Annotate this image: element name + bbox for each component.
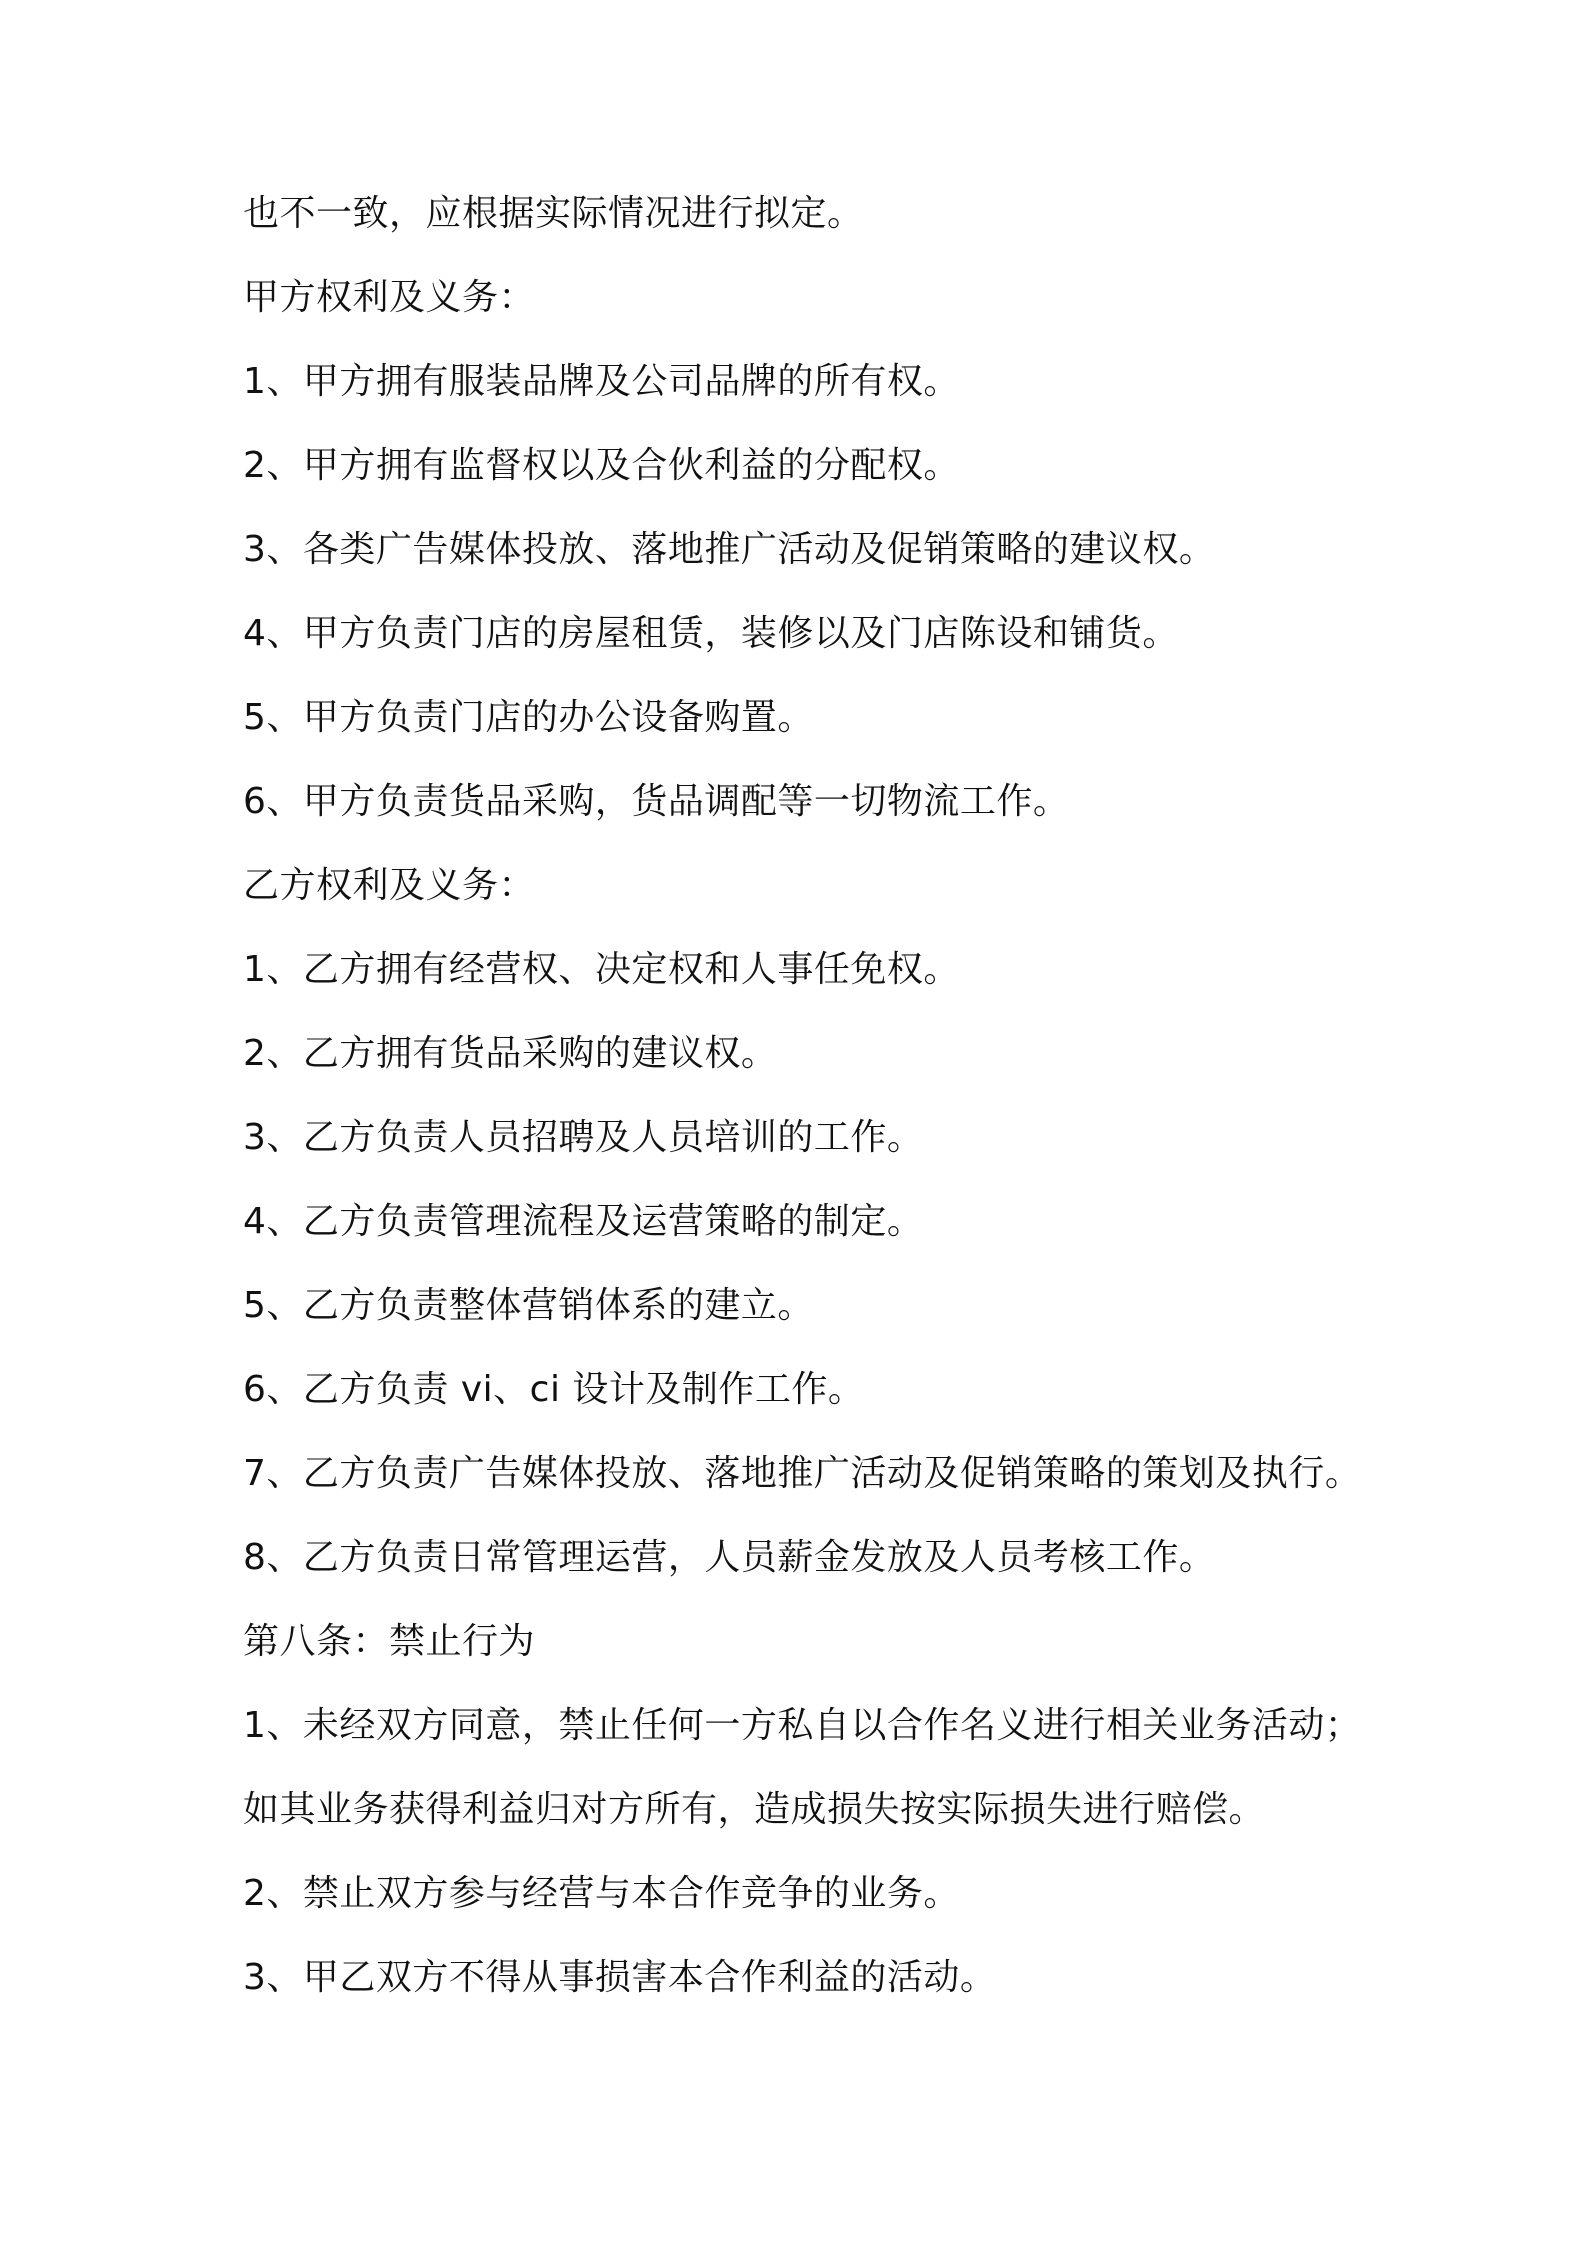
prohibition-item-3: 3、甲乙双方不得从事损害本合作利益的活动。 bbox=[243, 1957, 997, 1998]
party-a-item-6: 6、甲方负责货品采购，货品调配等一切物流工作。 bbox=[243, 781, 1070, 822]
prohibition-item-1-continued: 如其业务获得利益归对方所有，造成损失按实际损失进行赔偿。 bbox=[243, 1789, 1266, 1830]
party-b-item-6: 6、乙方负责 vi、ci 设计及制作工作。 bbox=[243, 1369, 865, 1410]
party-a-item-1: 1、甲方拥有服装品牌及公司品牌的所有权。 bbox=[243, 361, 960, 402]
party-b-item-8: 8、乙方负责日常管理运营，人员薪金发放及人员考核工作。 bbox=[243, 1537, 1216, 1578]
party-b-item-5: 5、乙方负责整体营销体系的建立。 bbox=[243, 1285, 814, 1326]
prohibition-item-1: 1、未经双方同意，禁止任何一方私自以合作名义进行相关业务活动； bbox=[243, 1705, 1362, 1746]
heading-party-b-rights: 乙方权利及义务： bbox=[243, 865, 536, 906]
party-a-item-4: 4、甲方负责门店的房屋租赁，装修以及门店陈设和铺货。 bbox=[243, 613, 1179, 654]
party-b-item-4: 4、乙方负责管理流程及运营策略的制定。 bbox=[243, 1201, 924, 1242]
party-a-item-2: 2、甲方拥有监督权以及合伙利益的分配权。 bbox=[243, 445, 960, 486]
party-b-item-2: 2、乙方拥有货品采购的建议权。 bbox=[243, 1033, 778, 1074]
heading-article-8: 第八条：禁止行为 bbox=[243, 1621, 536, 1662]
heading-party-a-rights: 甲方权利及义务： bbox=[243, 277, 536, 318]
party-b-item-1: 1、乙方拥有经营权、决定权和人事任免权。 bbox=[243, 949, 960, 990]
prohibition-item-2: 2、禁止双方参与经营与本合作竞争的业务。 bbox=[243, 1873, 960, 1914]
document-body bbox=[243, 193, 1443, 2044]
party-b-item-7: 7、乙方负责广告媒体投放、落地推广活动及促销策略的策划及执行。 bbox=[243, 1453, 1362, 1494]
party-a-item-5: 5、甲方负责门店的办公设备购置。 bbox=[243, 697, 814, 738]
party-a-item-3: 3、各类广告媒体投放、落地推广活动及促销策略的建议权。 bbox=[243, 529, 1216, 570]
party-b-item-3: 3、乙方负责人员招聘及人员培训的工作。 bbox=[243, 1117, 924, 1158]
text-line-continuation: 也不一致，应根据实际情况进行拟定。 bbox=[243, 193, 864, 234]
